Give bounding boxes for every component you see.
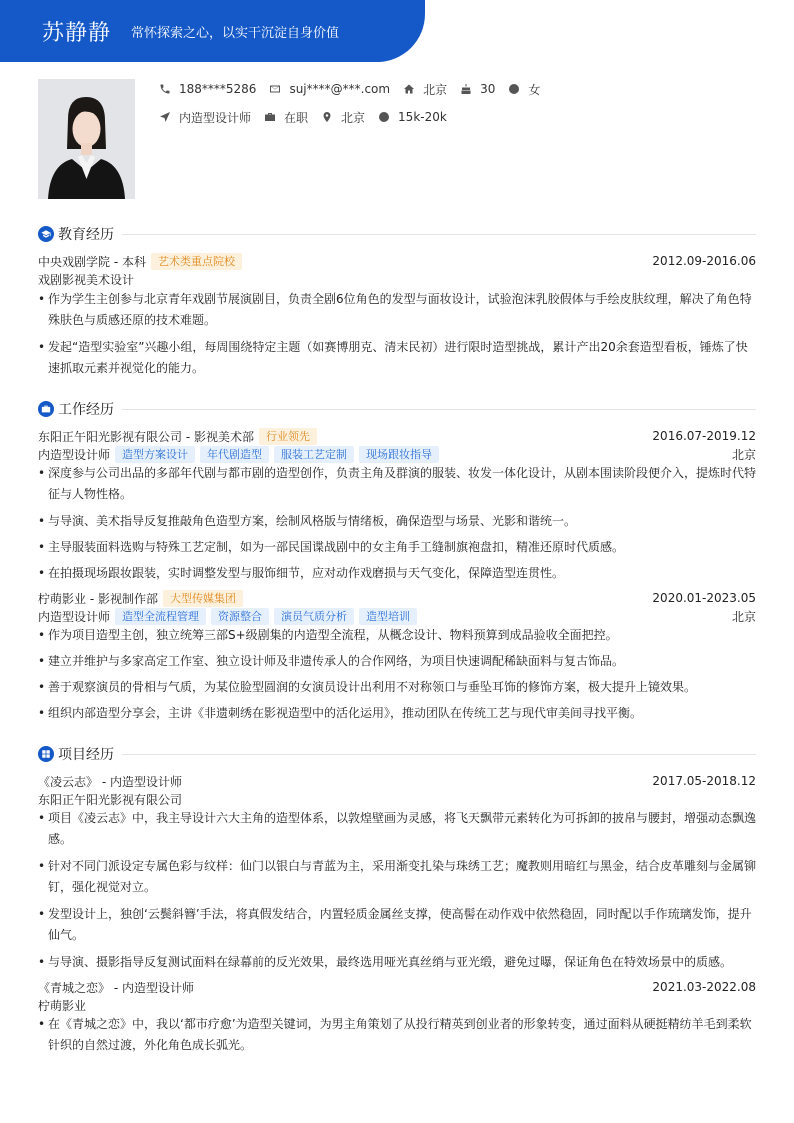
major: 戏剧影视美术设计 [38,272,135,287]
job-date: 2020.01-2023.05 [652,591,756,605]
job-header [38,427,756,445]
skill-tag: 造型培训 [359,608,417,625]
list-item: • 与导演、美术指导反复推敲角色造型方案，绘制风格版与情绪板，确保造型与场景、光影和谐统一。 [38,511,756,532]
phone-item [159,82,256,96]
list-item: • 作为项目造型主创，独立统筹三部S+级剧集的内造型全流程，从概念设计、物料预算到成品验收全面把控。 [38,625,756,646]
project-company: 东阳正午阳光影视有限公司 [38,792,183,807]
age-text: 30 [480,82,496,96]
list-item: • 善于观察演员的骨相与气质，为某位脸型圆润的女演员设计出利用不对称领口与垂坠耳饰的修饰方案，极大提升上镜效果。 [38,677,756,698]
gender-icon [508,83,520,95]
section-label: 工作经历 [58,402,114,418]
list-item: • 项目《凌云志》中，我主导设计六大主角的造型体系，以敦煌壁画为灵感，将飞天飘带元素转化为可拆卸的披帛与腰封，增强动态飘逸感。 [38,808,756,850]
phone-icon [159,83,171,95]
gender-text: 女 [528,82,541,97]
job-city: 北京 [731,447,756,462]
list-item: • 主导服装面料选购与特殊工艺定制，如为一部民国谍战剧中的女主角手工缝制旗袍盘扣，精准还原时代质感。 [38,537,756,558]
briefcase-icon [264,111,276,123]
job-city: 北京 [731,609,756,624]
skill-tag: 年代剧造型 [200,446,269,463]
project-name: 《青城之恋》 - 内造型设计师 [38,980,194,995]
salary-text: 15k-20k [398,110,447,124]
project-header [38,978,756,996]
motto: 常怀探索之心，以实干沉淀自身价值 [131,25,340,41]
cake-icon [460,83,472,95]
target-city-text: 北京 [341,110,366,125]
mail-icon [269,83,281,95]
section-divider [122,409,756,410]
job-header [38,589,756,607]
skill-tag: 资源整合 [211,608,269,625]
work-section-title [38,400,756,418]
education-header [38,252,756,270]
email-item [269,82,390,96]
job-role-row [38,445,756,463]
position-text: 内造型设计师 [179,110,252,125]
section-label: 教育经历 [58,227,114,243]
skill-tag: 服装工艺定制 [274,446,354,463]
job-role: 内造型设计师 [38,447,111,462]
graduation-cap-icon [38,226,54,242]
section-divider [122,234,756,235]
project-company-row [38,790,756,808]
city-item [403,81,447,98]
education-section-title [38,225,756,243]
projects-section-title [38,745,756,763]
list-item: • 在《青城之恋》中，我以‘都市疗愈’为造型关键词，为男主角策划了从投行精英到创业者的形象转变，通过面料从硬挺精纺羊毛到柔软针织的自然过渡，外化角色成长弧光。 [38,1014,756,1056]
project-date: 2021.03-2022.08 [652,980,756,994]
job-intent-row [159,108,460,126]
candidate-name: 苏静静 [42,20,112,46]
school-tag: 艺术类重点院校 [151,253,242,270]
profile-photo [38,79,135,199]
list-item: • 深度参与公司出品的多部年代剧与都市剧的造型创作，负责主角及群演的服装、妆发一体化设计，从剧本围读阶段便介入，提炼时代特征与人物性格。 [38,463,756,505]
list-item: • 发起“造型实验室”兴趣小组，每周围绕特定主题（如赛博朋克、清末民初）进行限时造型挑战，累计产出20余套造型看板，锤炼了快速抓取元素并视觉化的能力。 [38,337,756,379]
project-company: 柠萌影业 [38,998,87,1013]
list-item: • 建立并维护与多家高定工作室、独立设计师及非遗传承人的合作网络，为项目快速调配稀缺面料与复古饰品。 [38,651,756,672]
location-icon [321,111,333,123]
section-label: 项目经历 [58,747,114,763]
salary-icon [378,111,390,123]
school-name: 中央戏剧学院 - 本科 [38,254,146,269]
phone-text: 188****5286 [179,82,257,96]
header-band [0,0,425,62]
job-role: 内造型设计师 [38,609,111,624]
briefcase-icon [38,401,54,417]
email-text: suj****@***.com [289,82,391,96]
grid-icon [38,746,54,762]
gender-item [508,81,540,98]
list-item: • 针对不同门派设定专属色彩与纹样：仙门以银白与青蓝为主，采用渐变扎染与珠绣工艺；魔教则用暗红与黑金，结合皮革雕刻与金属铆钉，强化视觉对立。 [38,856,756,898]
status-text: 在职 [284,110,309,125]
project-date: 2017.05-2018.12 [652,774,756,788]
section-divider [122,754,756,755]
skill-tag: 现场跟妆指导 [359,446,439,463]
project-name: 《凌云志》 - 内造型设计师 [38,774,182,789]
company-name: 柠萌影业 - 影视制作部 [38,591,158,606]
list-item: • 发型设计上，独创‘云鬓斜簪’手法，将真假发结合，内置轻质金属丝支撑，使高髻在动作戏中依然稳固，同时配以手作琉璃发饰，提升仙气。 [38,904,756,946]
company-tag: 大型传媒集团 [163,590,243,607]
list-item: • 与导演、摄影指导反复测试面料在绿幕前的反光效果，最终选用哑光真丝绡与亚光缎，避免过曝，保证角色在特效场景中的质感。 [38,952,756,973]
skill-tag: 演员气质分析 [274,608,354,625]
home-icon [403,83,415,95]
education-major-row [38,270,756,288]
city-text: 北京 [423,82,448,97]
company-name: 东阳正午阳光影视有限公司 - 影视美术部 [38,429,254,444]
contact-row [159,80,553,98]
age-item [460,82,495,96]
list-item: • 作为学生主创参与北京青年戏剧节展演剧目，负责全剧6位角色的发型与面妆设计，试验泡沫乳胶假体与手绘皮肤纹理，解决了角色特殊肤色与质感还原的技术难题。 [38,289,756,331]
skill-tag: 造型方案设计 [115,446,195,463]
status-item [264,109,308,126]
education-date: 2012.09-2016.06 [652,254,756,268]
skill-tag: 造型全流程管理 [115,608,206,625]
target-city-item [321,109,365,126]
company-tag: 行业领先 [259,428,317,445]
list-item: • 在拍摄现场跟妆跟装，实时调整发型与服饰细节，应对动作戏磨损与天气变化，保障造型连贯性。 [38,563,756,584]
position-item [159,109,251,126]
send-icon [159,111,171,123]
list-item: • 组织内部造型分享会，主讲《非遗刺绣在影视造型中的活化运用》，推动团队在传统工艺与现代审美间寻找平衡。 [38,703,756,724]
job-date: 2016.07-2019.12 [652,429,756,443]
project-company-row [38,996,756,1014]
job-role-row [38,607,756,625]
project-header [38,772,756,790]
salary-item [378,110,447,124]
